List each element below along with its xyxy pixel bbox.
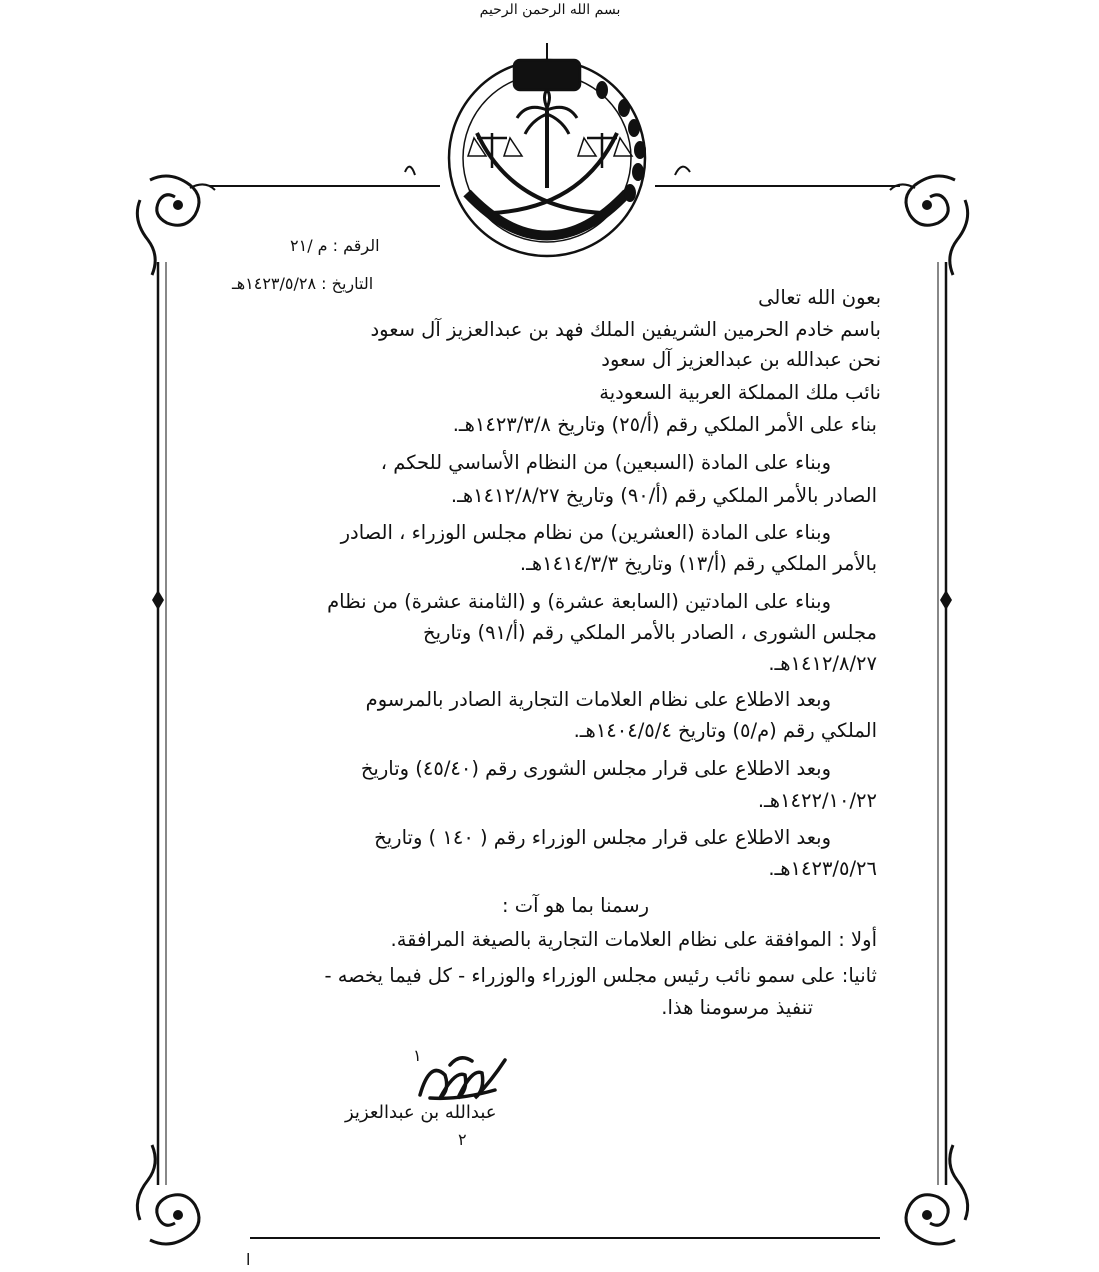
body-line: الصادر بالأمر الملكي رقم (أ/٩٠) وتاريخ ١٤١٢/٨/٢٧هـ. [450,484,877,507]
signature-icon [400,1040,530,1110]
body-line: ١٤٢٣/٥/٢٦هـ. [768,857,877,880]
corner-ornament-bottom-left [137,1145,199,1244]
signatory-name: عبدالله بن عبدالعزيز [345,1102,497,1123]
corner-ornament-top-right [890,176,968,275]
body-line: وبناء على المادة (السبعين) من النظام الأساسي للحكم ، [380,451,831,474]
body-line: الملكي رقم (م/٥) وتاريخ ١٤٠٤/٥/٤هـ. [573,719,877,742]
body-line: وبعد الاطلاع على قرار مجلس الوزراء رقم ( ١٤٠ ) وتاريخ [374,826,831,849]
basmala: بسم الله الرحمن الرحيم [479,2,621,18]
document-date: التاريخ : ١٤٢٣/٥/٢٨هـ [232,274,374,293]
decree-heading: رسمنا بما هو آت : [502,894,649,917]
body-line: ١٤٢٢/١٠/٢٢هـ. [757,789,877,812]
body-line: نائب ملك المملكة العربية السعودية [599,381,881,404]
corner-ornament-top-left [137,176,215,275]
opening-line: بعون الله تعالى [758,286,881,309]
body-line: نحن عبدالله بن عبدالعزيز آل سعود [601,348,881,371]
corner-ornament-bottom-right [906,1145,968,1244]
emblem-icon [432,38,662,258]
body-line: ١٤١٢/٨/٢٧هـ. [768,652,877,675]
body-line: مجلس الشورى ، الصادر بالأمر الملكي رقم (أ/٩١) وتاريخ [423,621,877,644]
body-line: بالأمر الملكي رقم (أ/١٣) وتاريخ ١٤١٤/٣/٣هـ. [519,552,877,575]
body-line: بناء على الأمر الملكي رقم (أ/٢٥) وتاريخ ١٤٢٣/٣/٨هـ. [452,413,877,436]
body-line: وبعد الاطلاع على قرار مجلس الشورى رقم (٤٥/٤٠) وتاريخ [360,757,831,780]
decree-item-first: أولا : الموافقة على نظام العلامات التجارية بالصيغة المرافقة. [390,928,877,951]
signature-mark-top: ١ [413,1046,422,1065]
body-line: وبعد الاطلاع على نظام العلامات التجارية الصادر بالمرسوم [365,688,831,711]
reference-number: الرقم : م /٢١ [290,236,380,255]
body-line: وبناء على المادتين (السابعة عشرة) و (الثامنة عشرة) من نظام [327,590,831,613]
body-line: باسم خادم الحرمين الشريفين الملك فهد بن عبدالعزيز آل سعود [370,318,881,341]
body-line: وبناء على المادة (العشرين) من نظام مجلس الوزراء ، الصادر [340,521,831,544]
decree-item-second: ثانيا: على سمو نائب رئيس مجلس الوزراء والوزراء - كل فيما يخصه - [324,964,877,987]
page-mark: ا [246,1250,251,1269]
signature-mark-bottom: ٢ [458,1130,467,1149]
decree-item-second-continued: تنفيذ مرسومنا هذا. [661,996,813,1019]
